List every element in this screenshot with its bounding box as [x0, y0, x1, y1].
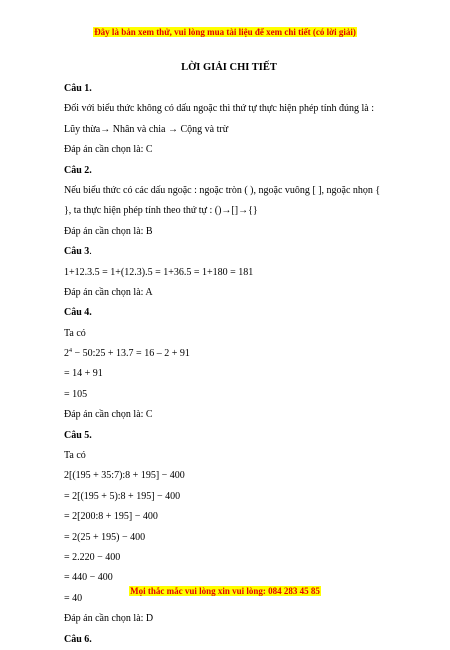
power-exponent: 4 — [69, 348, 72, 355]
question-6-label: Câu 6. — [64, 633, 92, 645]
question-5-step: = 2[200:8 + 195] − 400 — [64, 511, 158, 523]
question-4-step-3: = 105 — [64, 388, 88, 400]
question-3-label: Câu 3 — [64, 246, 90, 258]
question-2-answer: Đáp án cần chọn là: B — [64, 225, 153, 237]
question-1-label: Câu 1. — [64, 83, 92, 94]
question-4-calculation — [64, 344, 394, 364]
contact-footer-text: Mọi thắc mắc vui lòng xin vui lòng: 084 283 45 85 — [130, 586, 320, 596]
question-5-step: 2[(195 + 35:7):8 + 195] − 400 — [64, 470, 185, 482]
question-5-answer: Đáp án cần chọn là: D — [64, 613, 154, 625]
question-5-step: = 2[(195 + 5):8 + 195] − 400 — [64, 490, 181, 502]
calculation-rest: − 50:25 + 13.7 = 16 – 2 + 91 — [72, 348, 190, 360]
question-4-intro: Ta có — [64, 327, 86, 339]
preview-notice-text: Đây là bản xem thử, vui lòng mua tài liệu để xem chi tiết (có lời giải) — [94, 27, 356, 37]
question-5-label: Câu 5. — [64, 429, 92, 441]
question-4-step-2: = 14 + 91 — [64, 368, 103, 380]
question-1-order: Lũy thừa→ Nhân và chia → Cộng và trừ — [64, 123, 229, 135]
question-5-step: = 40 — [64, 592, 83, 604]
question-3-calculation: 1+12.3.5 = 1+(12.3).5 = 1+36.5 = 1+180 = 181 — [64, 266, 254, 278]
question-4-answer: Đáp án cần chọn là: C — [64, 409, 153, 421]
question-5-intro: Ta có — [64, 450, 86, 462]
contact-footer-banner — [0, 586, 450, 596]
question-1-answer: Đáp án cần chọn là: C — [64, 144, 153, 156]
question-5-step: = 2.220 − 400 — [64, 551, 121, 563]
question-5-step: = 440 − 400 — [64, 572, 113, 584]
question-2-text-line-2: }, ta thực hiện phép tính theo thứ tự : ()→[]→{} — [64, 205, 258, 217]
solution-content — [64, 58, 394, 650]
question-3-label-line — [64, 242, 394, 262]
question-5-step: = 2(25 + 195) − 400 — [64, 531, 146, 543]
question-1-text: Đối với biểu thức không có dấu ngoặc thì thứ tự thực hiện phép tính đúng là : — [64, 103, 374, 115]
question-2-text-line-1: Nếu biểu thức có các dấu ngoặc : ngoặc tròn ( ), ngoặc vuông [ ], ngoặc nhọn { — [64, 184, 381, 196]
question-3-label-dot: . — [89, 246, 92, 258]
power-base: 2 — [64, 348, 69, 360]
question-2-label: Câu 2. — [64, 164, 92, 176]
question-3-answer: Đáp án cần chọn là: A — [64, 286, 153, 298]
page-title: LỜI GIẢI CHI TIẾT — [181, 62, 277, 73]
preview-notice-banner — [0, 27, 450, 37]
question-4-label: Câu 4. — [64, 307, 92, 319]
